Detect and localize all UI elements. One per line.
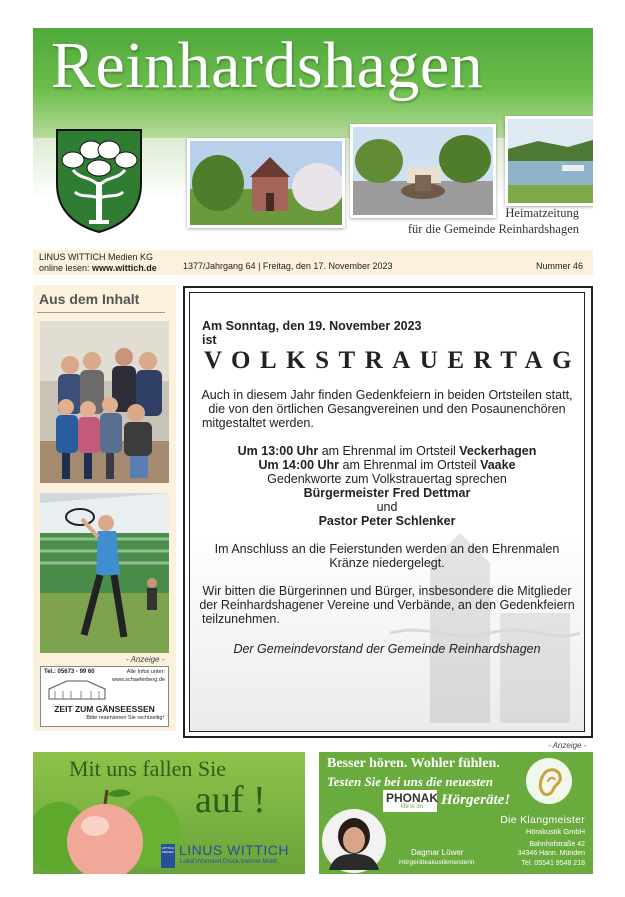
ad-info-1: Alle Infos unter:: [126, 669, 165, 675]
photo-church: [187, 138, 345, 228]
notice-para-3b: der Reinhardshagener Vereine und Verbände, an den Gedenkfeiern: [199, 598, 575, 612]
issue-number: Nummer 46: [535, 261, 583, 271]
newspaper-title: Reinhardshagen: [51, 29, 484, 102]
photo-river: [505, 116, 593, 206]
time-2: Um 14:00 Uhr: [258, 458, 340, 472]
hear-street: Bahnhofstraße 42: [529, 841, 585, 848]
notice-speaker-1: Bürgermeister Fred Dettmar: [303, 486, 471, 500]
hear-phone: Tel. 05541 9548 218: [521, 860, 585, 867]
notice-time-2: [190, 458, 584, 472]
hear-city: 34346 Hann. Münden: [517, 850, 585, 857]
ad-label-bottom: - Anzeige -: [548, 741, 587, 750]
sidebar-divider: [37, 312, 165, 313]
hear-company-2: Hörakustik GmbH: [525, 827, 585, 836]
coat-of-arms-icon: [51, 124, 147, 234]
restaurant-building-icon: [47, 679, 107, 701]
ear-icon: [524, 756, 574, 806]
ad-note: Bitte reservieren Sie rechtzeitig!: [86, 715, 164, 721]
place-1: Veckerhagen: [459, 444, 537, 458]
ad-slogan-1: Mit uns fallen Sie: [69, 756, 227, 781]
hear-company-1: Die Klangmeister: [500, 814, 585, 826]
phonak-sub: life is on: [401, 804, 424, 810]
online-label: online lesen:: [39, 263, 93, 273]
ad-headline: ZEIT ZUM GÄNSEESSEN: [54, 704, 155, 714]
notice-para-1a: Auch in diesem Jahr finden Gedenkfeiern in beiden Ortsteilen statt,: [201, 388, 573, 402]
ad-brand: LINUS WITTICH: [179, 842, 289, 858]
ad-phone: Tel.: 05673 - 99 60: [44, 669, 95, 675]
place-2: Vaake: [480, 458, 516, 472]
hear-product: Hörgeräte!: [441, 792, 511, 808]
notice-para-1b: die von den örtlichen Gesangvereinen und den Posaunenchören: [208, 402, 566, 416]
wittich-logo: WITTICH MEDIEN: [161, 844, 175, 868]
ad-klangmeister[interactable]: [319, 752, 593, 874]
notice-headline: VOLKSTRAUERTAG: [204, 347, 582, 374]
ad-gaenseessen[interactable]: [40, 666, 169, 727]
notice-speaker-2: Pastor Peter Schlenker: [318, 514, 456, 528]
issue-info: 1377/Jahrgang 64 | Freitag, den 17. November 2023: [183, 261, 393, 271]
portrait-dagmar: [321, 808, 387, 874]
masthead: [33, 28, 593, 248]
ad-linus-wittich[interactable]: [33, 752, 305, 874]
time-1-mid: am Ehrenmal im Ortsteil: [318, 444, 460, 458]
publisher: LINUS WITTICH Medien KG: [39, 252, 154, 262]
ad-info-2: www.schaeferberg.de: [112, 677, 165, 683]
notice-time-1: [190, 444, 584, 458]
notice-para-1c: mitgestaltet werden.: [202, 416, 314, 430]
notice-para-3a: Wir bitten die Bürgerinnen und Bürger, insbesondere die Mitglieder: [202, 584, 572, 598]
tagline-2: für die Gemeinde Reinhardshagen: [407, 222, 579, 236]
ad-brand-sub: Lokal.Informiert.Druck.Internet.Mobil.: [180, 859, 279, 865]
phonak-brand: PHONAK: [386, 791, 439, 805]
time-1: Um 13:00 Uhr: [237, 444, 319, 458]
notice-signature: Der Gemeindevorstand der Gemeinde Reinhardshagen: [233, 642, 541, 656]
hear-person: Dagmar Löwer: [411, 848, 464, 857]
hear-sub: Testen Sie bei uns die neuesten: [327, 774, 494, 789]
notice-para-3c: teilzunehmen.: [202, 612, 280, 626]
ad-label: - Anzeige -: [126, 655, 165, 664]
ad-slogan-2: auf !: [195, 779, 266, 821]
notice-para-2b: Kränze niedergelegt.: [329, 556, 445, 570]
notice-words: Gedenkworte zum Volkstrauertag sprechen: [267, 472, 507, 486]
tagline-1: Heimatzeitung: [505, 206, 579, 220]
sidebar-contents: [33, 285, 176, 731]
online-link-line: [39, 263, 157, 273]
notice-para-2a: Im Anschluss an die Feierstunden werden an den Ehrenmalen: [214, 542, 560, 556]
phonak-logo: [383, 790, 437, 812]
sidebar-heading: Aus dem Inhalt: [39, 291, 140, 307]
notice-intro-2: ist: [202, 333, 217, 347]
hear-role: Hörgeräteakustikmeisterin: [399, 859, 475, 866]
notice-und: und: [376, 500, 398, 514]
online-url[interactable]: www.wittich.de: [92, 263, 157, 273]
volkstrauertag-notice: [183, 286, 593, 738]
photo-family-group: [40, 321, 169, 483]
photo-fountain: [350, 124, 496, 218]
hear-headline: Besser hören. Wohler fühlen.: [327, 756, 500, 771]
info-bar: [33, 250, 593, 275]
photo-tennis-player: [40, 493, 169, 653]
time-2-mid: am Ehrenmal im Ortsteil: [339, 458, 481, 472]
notice-intro-1: Am Sonntag, den 19. November 2023: [202, 319, 422, 333]
notice-inner-frame: [189, 292, 585, 732]
